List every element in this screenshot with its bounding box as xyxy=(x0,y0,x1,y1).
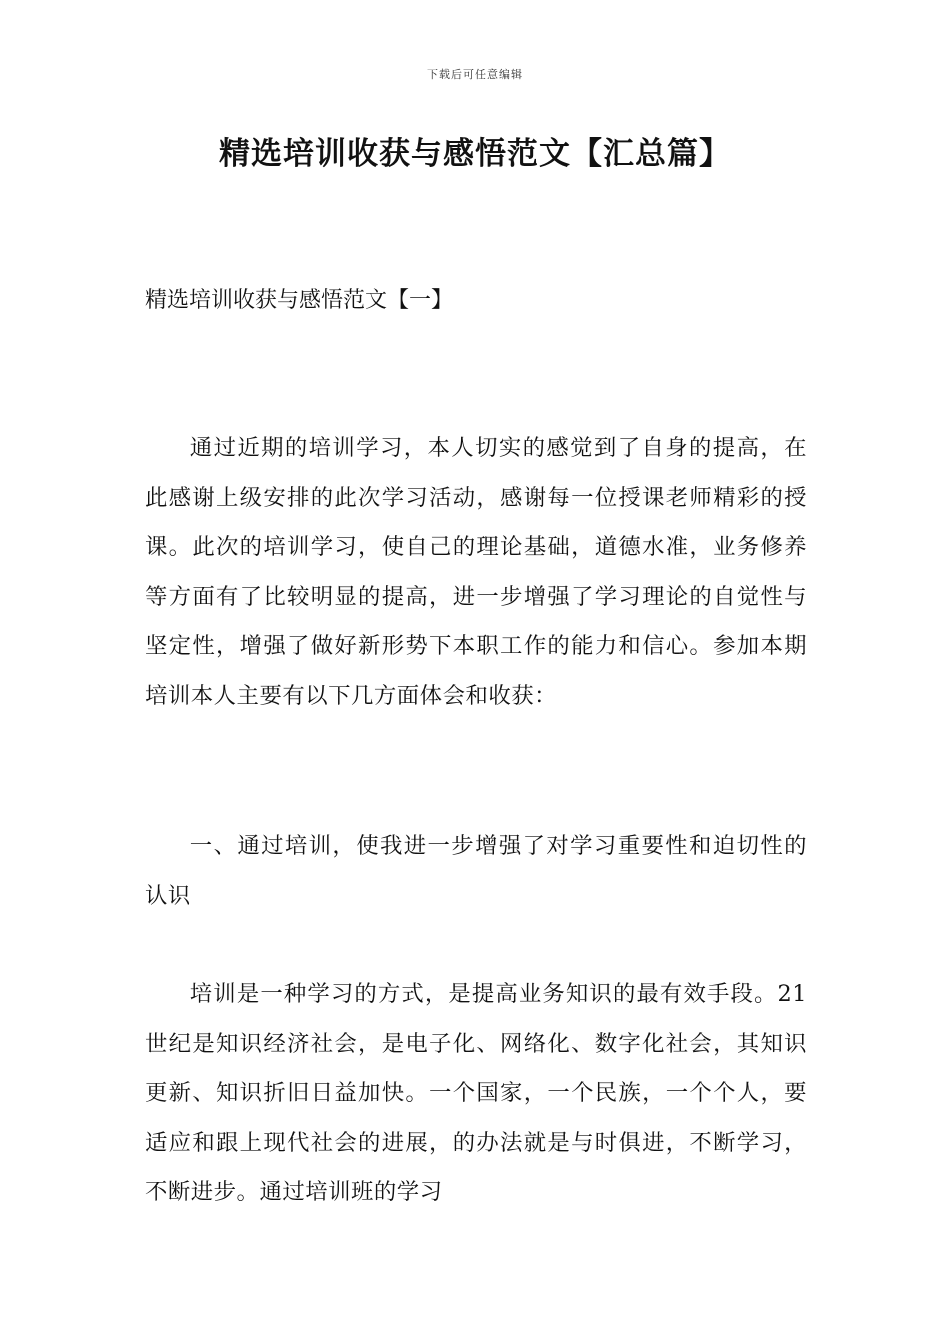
body-paragraph: 培训是一种学习的方式，是提高业务知识的最有效手段。21世纪是知识经济社会，是电子化、网络化、数字化社会，其知识更新、知识折旧日益加快。一个国家，一个民族，一个个人，要适应和跟上现代社会的进展，的办法就是与时俱进，不断学习，不断进步。通过培训班的学习 xyxy=(145,981,807,1205)
body-paragraph: 通过近期的培训学习，本人切实的感觉到了自身的提高，在此感谢上级安排的此次学习活动，感谢每一位授课老师精彩的授课。此次的培训学习，使自己的理论基础，道德水准，业务修养等方面有了比较明显的提高，进一步增强了学习理论的自觉性与坚定性，增强了做好新形势下本职工作的能力和信心。参加本期培训本人主要有以下几方面体会和收获： xyxy=(145,435,807,709)
document-title: 精选培训收获与感悟范文【汇总篇】 xyxy=(219,136,731,172)
section-heading: 精选培训收获与感悟范文【一】 xyxy=(145,288,454,313)
header-note: 下载后可任意编辑 xyxy=(427,68,523,81)
body-paragraph: 一、通过培训，使我进一步增强了对学习重要性和迫切性的认识 xyxy=(145,833,807,909)
